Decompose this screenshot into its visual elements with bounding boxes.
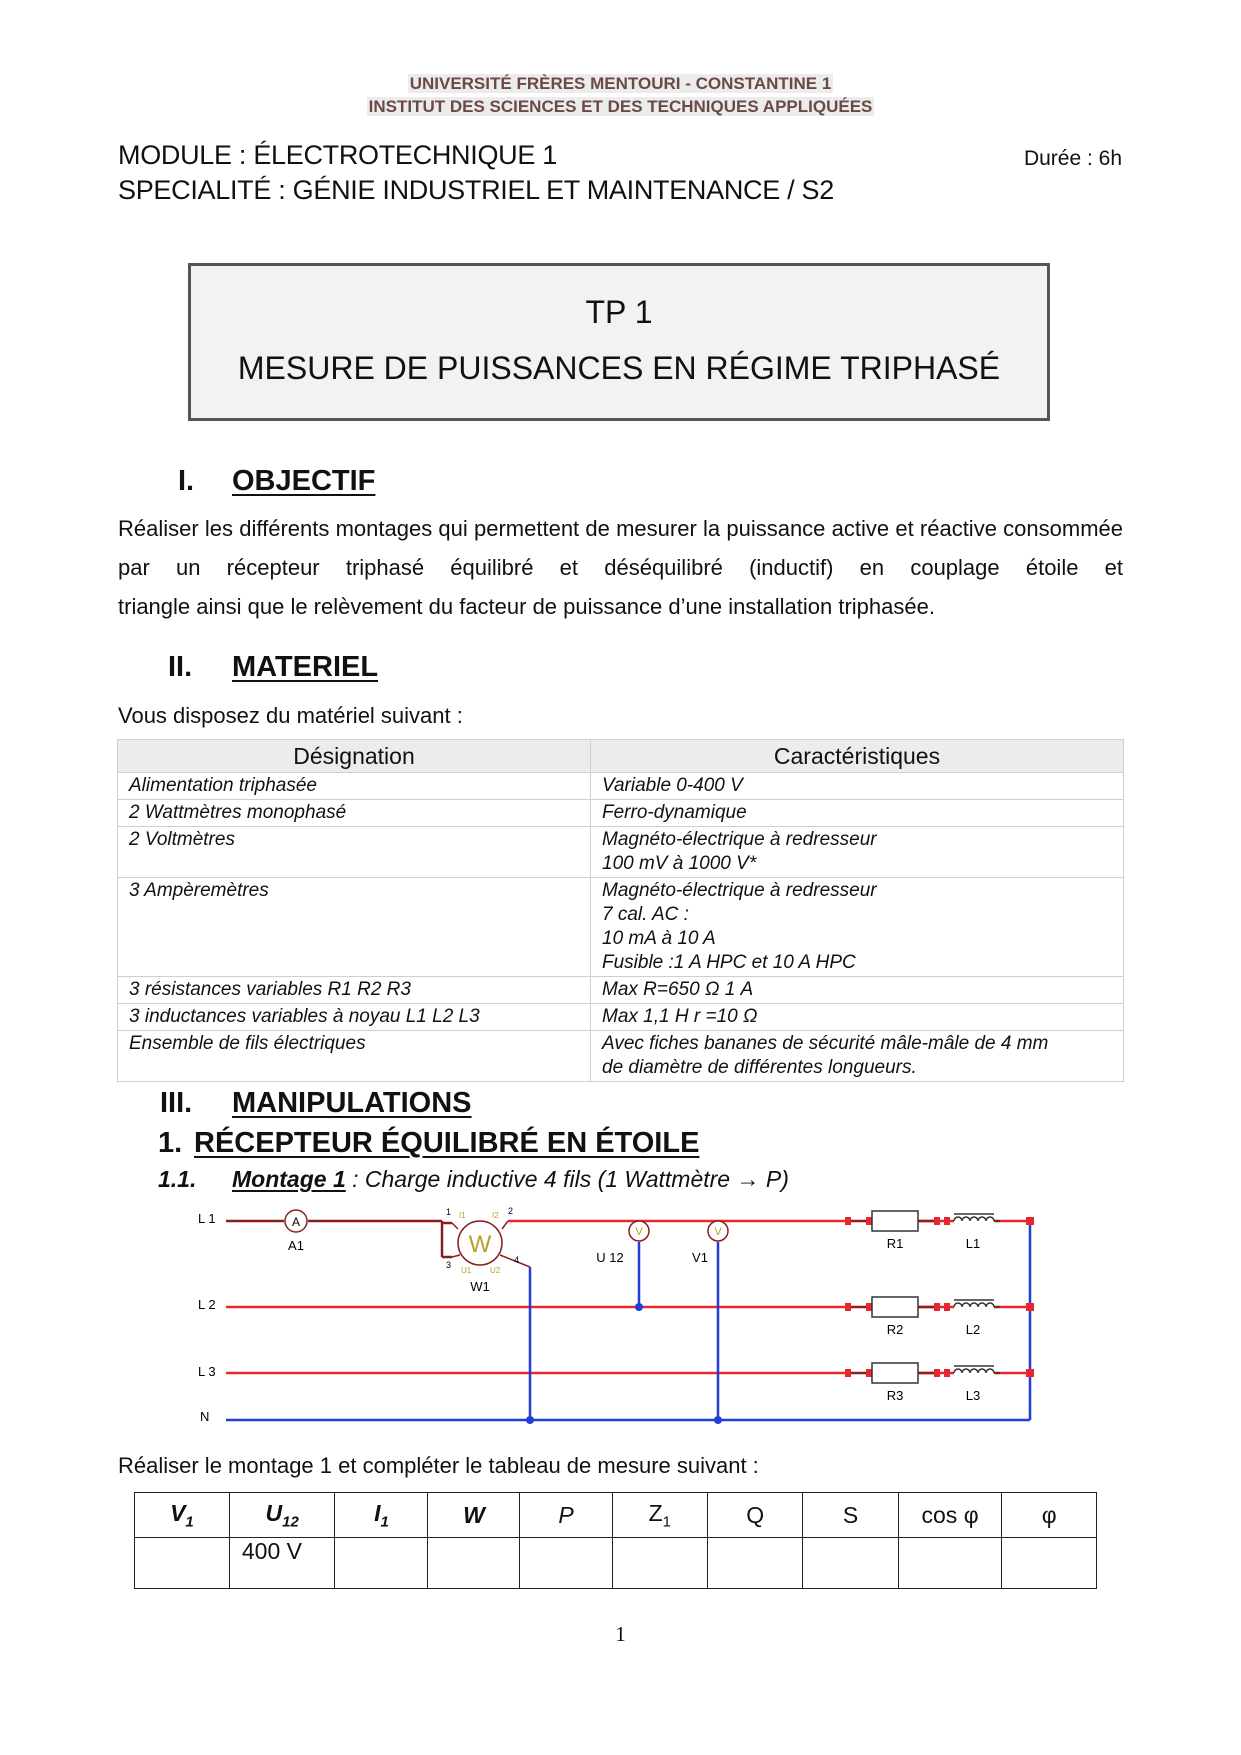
measure-column-header	[520, 1493, 612, 1538]
resistor-label: R1	[886, 1236, 904, 1251]
section2-number: II.	[168, 651, 193, 683]
voltmeter-symbol: V	[635, 1226, 643, 1238]
w1-lead	[452, 1255, 460, 1257]
table-row	[118, 878, 1124, 977]
section2-title: MATERIEL	[232, 651, 379, 683]
junction-dot	[526, 1416, 534, 1424]
measure-cell[interactable]	[898, 1538, 1002, 1589]
table-row	[118, 800, 1124, 827]
tp-number: TP 1	[585, 294, 653, 330]
terminal-square	[845, 1217, 851, 1225]
table-row	[118, 773, 1124, 800]
measure-cell[interactable]	[428, 1538, 520, 1589]
measure-column-header	[135, 1493, 230, 1538]
characteristics-line: Max R=650 Ω 1 A	[602, 979, 754, 1000]
header-symbol: φ	[1041, 1501, 1057, 1528]
table-row	[118, 1004, 1124, 1031]
header-subscript: 1	[380, 1513, 389, 1531]
terminal-square	[1026, 1369, 1034, 1377]
tp-title: MESURE DE PUISSANCES EN RÉGIME TRIPHASÉ	[237, 350, 1001, 386]
designation-cell: 2 Wattmètres monophasé	[118, 800, 591, 827]
characteristics-line: 10 mA à 10 A	[602, 928, 716, 949]
w1-terminal-label: I2	[492, 1211, 499, 1220]
designation-cell: 3 résistances variables R1 R2 R3	[118, 977, 591, 1004]
line-label-l3: L 3	[198, 1364, 216, 1379]
terminal-square	[934, 1369, 940, 1377]
table-row	[118, 977, 1124, 1004]
header-symbol: W	[463, 1501, 485, 1528]
designation-cell: 3 Ampèremètres	[118, 878, 591, 977]
header-symbol: cos φ	[921, 1501, 979, 1528]
terminal-square	[1026, 1303, 1034, 1311]
measure-table-header	[135, 1493, 1097, 1538]
measure-cell[interactable]	[708, 1538, 803, 1589]
characteristics-line: Variable 0-400 V	[602, 775, 743, 796]
material-intro: Vous disposez du matériel suivant :	[118, 703, 463, 728]
terminal-square	[845, 1303, 851, 1311]
inductor-label: L3	[965, 1388, 981, 1403]
w1-terminal-label: 2	[508, 1206, 514, 1216]
measure-column-header	[229, 1493, 335, 1538]
ammeter-label: A1	[288, 1238, 304, 1253]
header-symbol: P	[558, 1501, 574, 1528]
w1-terminal-label: U2	[490, 1266, 501, 1275]
measure-table-row	[135, 1538, 1097, 1589]
w1-terminal-label: U1	[461, 1266, 472, 1275]
terminal-square	[934, 1303, 940, 1311]
subsection11-heading	[232, 1166, 789, 1193]
measure-column-header	[898, 1493, 1002, 1538]
junction-dot	[635, 1303, 643, 1311]
characteristics-cell	[591, 773, 1124, 800]
header-symbol: U	[265, 1499, 283, 1526]
inductor-label: L1	[965, 1236, 981, 1251]
subsection1-title: RÉCEPTEUR ÉQUILIBRÉ EN ÉTOILE	[194, 1127, 700, 1159]
characteristics-cell	[591, 977, 1124, 1004]
ammeter-a1	[285, 1210, 307, 1253]
measure-column-header	[708, 1493, 803, 1538]
voltmeter-v1	[692, 1221, 728, 1265]
terminal-square	[845, 1369, 851, 1377]
resistor-1	[872, 1211, 918, 1231]
resistor-label: R2	[886, 1322, 904, 1337]
header-symbol: Q	[746, 1501, 765, 1528]
characteristics-line: Fusible :1 A HPC et 10 A HPC	[602, 952, 856, 973]
header-subscript: 12	[282, 1513, 299, 1531]
voltmeter-symbol: V	[714, 1226, 722, 1238]
characteristics-cell	[591, 1031, 1124, 1082]
subsection11-number: 1.1.	[158, 1166, 197, 1192]
designation-cell: 2 Voltmètres	[118, 827, 591, 878]
section3-number: III.	[160, 1087, 193, 1119]
line-label-l1: L 1	[198, 1211, 216, 1226]
measure-column-header	[428, 1493, 520, 1538]
characteristics-line: Max 1,1 H r =10 Ω	[602, 1006, 758, 1027]
section1-title: OBJECTIF	[232, 465, 376, 497]
characteristics-line: Magnéto-électrique à redresseur	[602, 829, 877, 850]
characteristics-cell	[591, 878, 1124, 977]
designation-cell: 3 inductances variables à noyau L1 L2 L3	[118, 1004, 591, 1031]
voltmeter-u12	[596, 1221, 649, 1265]
section1-number: I.	[178, 465, 195, 497]
terminal-square	[866, 1217, 872, 1225]
voltmeter-label: U 12	[596, 1250, 624, 1265]
header-symbol: Z	[648, 1499, 663, 1526]
title-box	[188, 263, 1050, 421]
characteristics-line: Magnéto-électrique à redresseur	[602, 880, 877, 901]
objective-paragraph	[118, 509, 1123, 626]
table-row	[118, 1031, 1124, 1082]
measure-column-header	[612, 1493, 707, 1538]
resistor-label: R3	[886, 1388, 904, 1403]
junction-dot	[714, 1416, 722, 1424]
column-header: Désignation	[118, 740, 591, 773]
objective-text-last: triangle ainsi que le relèvement du facteur de puissance d’une installation triphasée.	[118, 594, 935, 619]
w1-terminal-label: I1	[459, 1211, 466, 1220]
header-symbol: I	[374, 1499, 381, 1526]
terminal-square	[1026, 1217, 1034, 1225]
page-number: 1	[615, 1622, 626, 1646]
measure-cell[interactable]: 400 V	[229, 1538, 335, 1589]
terminal-square	[944, 1303, 950, 1311]
w1-lead	[502, 1221, 508, 1229]
terminal-square	[934, 1217, 940, 1225]
inductor-1	[954, 1217, 994, 1221]
resistor-2	[872, 1297, 918, 1317]
measure-instruction: Réaliser le montage 1 et compléter le tableau de mesure suivant :	[118, 1453, 759, 1478]
characteristics-line: 100 mV à 1000 V*	[602, 853, 757, 874]
subsection1-number: 1.	[158, 1127, 183, 1159]
wattmeter-w1	[446, 1206, 530, 1294]
measure-column-header	[1002, 1493, 1097, 1538]
objective-text-main: Réaliser les différents montages qui permettent de mesurer la puissance active et réactive consommée par un récepteur triphasé équilibré et déséquilibré (inductif) en couplage étoile et	[118, 516, 1123, 580]
designation-cell: Ensemble de fils électriques	[118, 1031, 591, 1082]
terminal-square	[944, 1369, 950, 1377]
wattmeter-symbol: W	[468, 1231, 492, 1258]
characteristics-cell	[591, 1004, 1124, 1031]
circuit-diagram	[190, 1205, 1070, 1435]
w1-terminal-label: 1	[446, 1207, 452, 1217]
designation-cell: Alimentation triphasée	[118, 773, 591, 800]
header-symbol: V	[170, 1499, 186, 1526]
inductor-label: L2	[965, 1322, 981, 1337]
module-line: MODULE : ÉLECTROTECHNIQUE 1	[118, 140, 557, 170]
measure-cell[interactable]	[803, 1538, 898, 1589]
characteristics-line: Ferro-dynamique	[602, 802, 747, 823]
montage-description: : Charge inductive 4 fils (1 Wattmètre → P)	[345, 1166, 789, 1192]
measure-cell[interactable]	[135, 1538, 230, 1589]
header-symbol: S	[842, 1501, 859, 1528]
terminal-square	[866, 1303, 872, 1311]
measure-column-header	[803, 1493, 898, 1538]
voltmeter-label: V1	[692, 1250, 708, 1265]
institute-name: INSTITUT DES SCIENCES ET DES TECHNIQUES APPLIQUÉES	[368, 97, 873, 116]
header-subscript: 1	[662, 1513, 671, 1531]
inductor-3	[954, 1369, 994, 1373]
characteristics-line: de diamètre de différentes longueurs.	[602, 1057, 917, 1078]
montage-label: Montage 1	[232, 1166, 346, 1192]
inductor-2	[954, 1303, 994, 1307]
ammeter-symbol: A	[291, 1215, 301, 1229]
characteristics-line: Avec fiches bananes de sécurité mâle-mâle de 4 mm	[602, 1033, 1049, 1054]
wattmeter-label: W1	[470, 1279, 490, 1294]
terminal-square	[944, 1217, 950, 1225]
header-subscript: 1	[185, 1513, 194, 1531]
terminal-square	[866, 1369, 872, 1377]
table-row	[118, 827, 1124, 878]
duration: Durée : 6h	[1023, 147, 1122, 170]
line-label-n: N	[200, 1409, 210, 1424]
column-header: Caractéristiques	[591, 740, 1124, 773]
line-label-l2: L 2	[198, 1297, 216, 1312]
characteristics-cell	[591, 800, 1124, 827]
measure-cell[interactable]	[612, 1538, 707, 1589]
characteristics-cell	[591, 827, 1124, 878]
speciality-line: SPECIALITÉ : GÉNIE INDUSTRIEL ET MAINTENANCE / S2	[118, 175, 834, 205]
w1-terminal-label: 4	[514, 1255, 520, 1265]
measure-table	[134, 1492, 1097, 1589]
measure-cell[interactable]	[520, 1538, 612, 1589]
measure-cell[interactable]	[1002, 1538, 1097, 1589]
measure-cell[interactable]	[335, 1538, 428, 1589]
material-table-header	[118, 740, 1124, 773]
w1-terminal-label: 3	[446, 1260, 452, 1270]
resistor-3	[872, 1363, 918, 1383]
w1-lead	[452, 1223, 458, 1229]
measure-column-header	[335, 1493, 428, 1538]
section3-title: MANIPULATIONS	[232, 1087, 472, 1119]
material-table	[117, 739, 1124, 1082]
characteristics-line: 7 cal. AC :	[602, 904, 689, 925]
neutral-wires	[226, 1221, 1030, 1424]
university-name: UNIVERSITÉ FRÈRES MENTOURI - CONSTANTINE 1	[409, 74, 832, 93]
